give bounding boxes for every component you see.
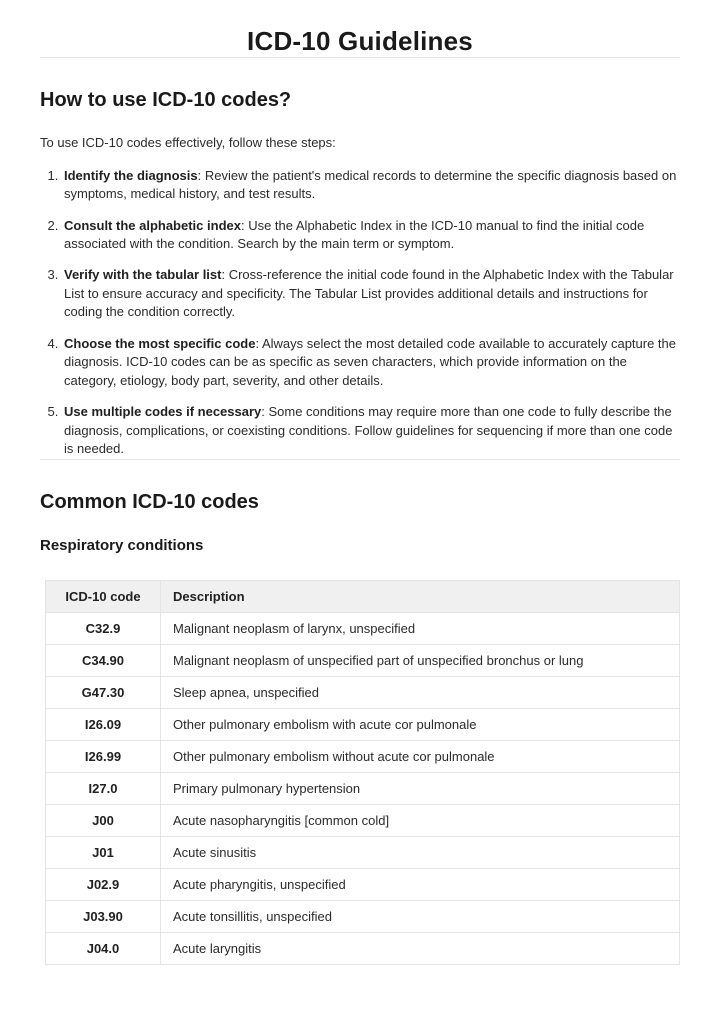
section-divider: [40, 459, 680, 460]
description-cell: Acute nasopharyngitis [common cold]: [161, 804, 680, 836]
code-cell: I26.09: [46, 708, 161, 740]
table-row: [46, 612, 680, 644]
code-cell: G47.30: [46, 676, 161, 708]
code-cell: J01: [46, 836, 161, 868]
table-body: [46, 612, 680, 964]
table-row: [46, 804, 680, 836]
table-row: [46, 900, 680, 932]
respiratory-subheading: Respiratory conditions: [40, 536, 204, 554]
description-cell: Other pulmonary embolism with acute cor pulmonale: [161, 708, 680, 740]
table-row: [46, 676, 680, 708]
table-row: [46, 772, 680, 804]
code-cell: C32.9: [46, 612, 161, 644]
table-row: [46, 740, 680, 772]
how-to-intro: To use ICD-10 codes effectively, follow these steps:: [40, 135, 336, 151]
step-item: [62, 335, 680, 390]
step-term: Use multiple codes if necessary: [64, 404, 262, 420]
description-cell: Acute tonsillitis, unspecified: [161, 900, 680, 932]
steps-list: [40, 167, 680, 459]
how-to-heading: How to use ICD-10 codes?: [40, 89, 292, 112]
step-term: Identify the diagnosis: [64, 167, 198, 183]
document-title: ICD-10 Guidelines: [247, 26, 473, 56]
step-term: Choose the most specific code: [64, 335, 256, 351]
section-divider: [40, 57, 680, 58]
step-item: [62, 403, 680, 458]
step-text: : Always select the most detailed code available to accurately capture the diagnosis. ICD-10 codes can be as specific as seven characters, which provide information on the category, etiology, body part, severity, and other details.: [64, 335, 677, 388]
code-cell: J00: [46, 804, 161, 836]
description-cell: Primary pulmonary hypertension: [161, 772, 680, 804]
step-item: [62, 167, 680, 204]
step-text: : Use the Alphabetic Index in the ICD-10 manual to find the initial code associated with the condition. Search by the main term or symptom.: [64, 217, 645, 251]
description-cell: Malignant neoplasm of larynx, unspecified: [161, 612, 680, 644]
description-cell: Acute pharyngitis, unspecified: [161, 868, 680, 900]
table-row: [46, 644, 680, 676]
table-row: [46, 836, 680, 868]
common-codes-heading: Common ICD-10 codes: [40, 490, 259, 513]
description-cell: Acute sinusitis: [161, 836, 680, 868]
description-cell: Acute laryngitis: [161, 932, 680, 964]
table-header: [46, 580, 680, 612]
icd10-table: [45, 580, 680, 965]
step-term: Consult the alphabetic index: [64, 217, 241, 233]
table-row: [46, 932, 680, 964]
code-cell: J04.0: [46, 932, 161, 964]
table-row: [46, 868, 680, 900]
code-cell: J03.90: [46, 900, 161, 932]
step-term: Verify with the tabular list: [64, 267, 222, 283]
step-item: [62, 217, 680, 254]
table-header-row: [46, 580, 680, 612]
description-cell: Other pulmonary embolism without acute cor pulmonale: [161, 740, 680, 772]
step-text: : Some conditions may require more than one code to fully describe the diagnosis, complications, or coexisting conditions. Follow guidelines for sequencing if more than one code is needed.: [64, 404, 673, 457]
description-cell: Malignant neoplasm of unspecified part of unspecified bronchus or lung: [161, 644, 680, 676]
step-text: : Review the patient's medical records to determine the specific diagnosis based on symptoms, medical history, and test results.: [64, 167, 677, 202]
description-cell: Sleep apnea, unspecified: [161, 676, 680, 708]
column-header-description: Description: [161, 580, 680, 612]
step-item: [62, 266, 680, 321]
code-cell: I26.99: [46, 740, 161, 772]
table-row: [46, 708, 680, 740]
code-cell: C34.90: [46, 644, 161, 676]
column-header-code: ICD-10 code: [46, 580, 161, 612]
step-text: : Cross-reference the initial code found in the Alphabetic Index with the Tabular List to ensure accuracy and specificity. The Tabular List provides additional details and instructions for coding the condition correctly.: [64, 267, 674, 320]
code-cell: J02.9: [46, 868, 161, 900]
code-cell: I27.0: [46, 772, 161, 804]
